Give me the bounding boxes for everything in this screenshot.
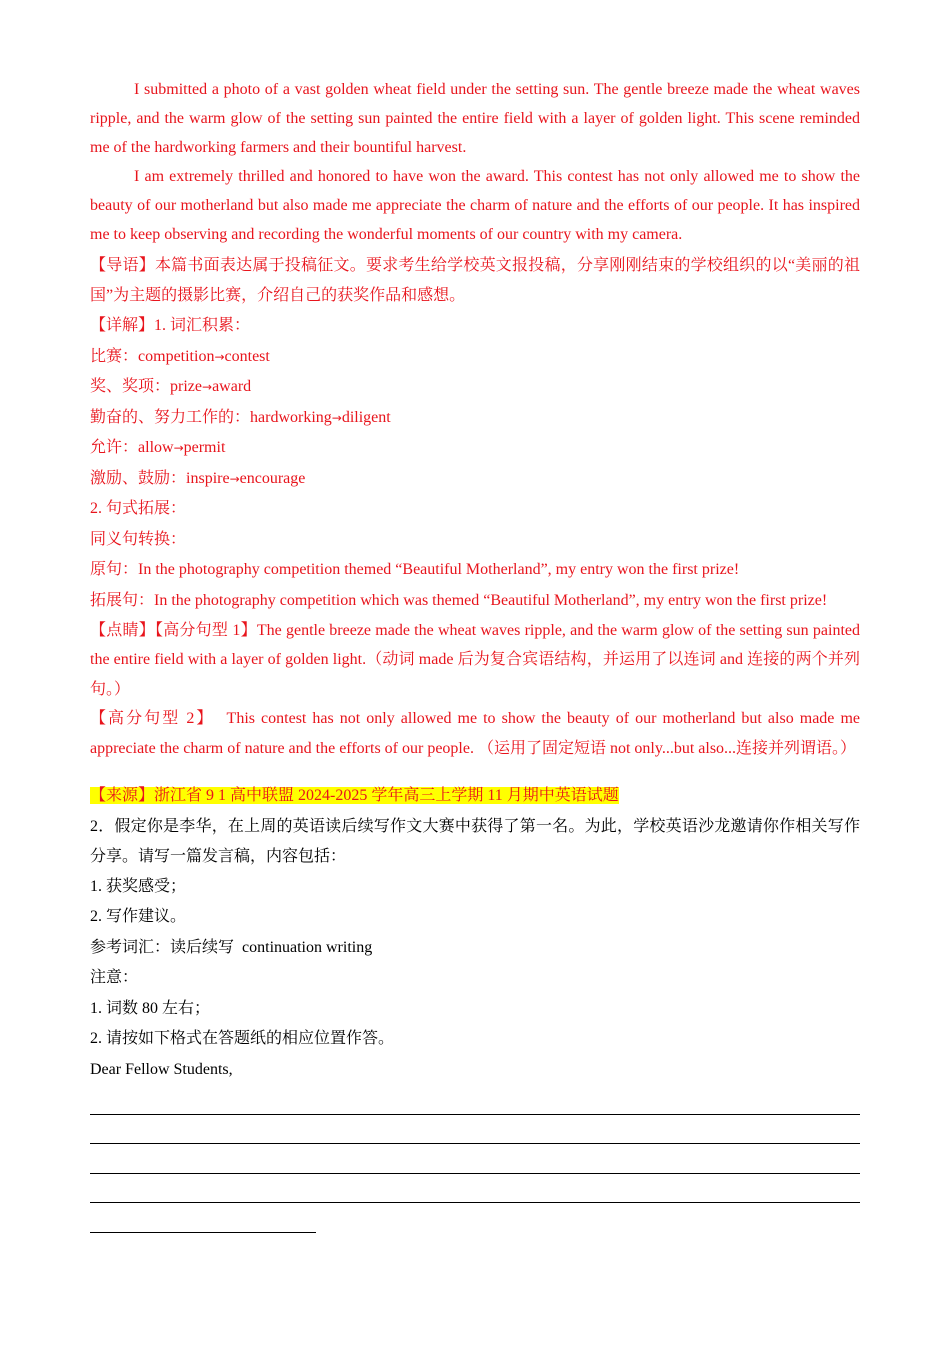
document-page — [90, 75, 860, 1233]
high-score-note-2: （运用了固定短语 not only...but also...连接并列谓语。） — [477, 739, 857, 757]
extended-text: In the photography competition which was themed “Beautiful Motherland”, my entry won the first prize! — [154, 591, 828, 609]
salutation: Dear Fellow Students, — [90, 1060, 233, 1078]
high-score-text-1: The gentle breeze made the wheat waves ripple, and the warm glow of the setting sun painted the entire field with a layer of golden light. — [90, 621, 860, 668]
section-gap — [90, 763, 860, 781]
extended-sentence — [90, 586, 860, 616]
original-text: In the photography competition themed “Beautiful Motherland”, my entry won the first prize! — [138, 561, 740, 578]
essay-paragraph-2: I am extremely thrilled and honored to have won the award. This contest has not only allowed me to show the beauty of our motherland but also made me appreciate the charm of nature and the efforts of our people. It has inspired me to keep observing and recording the wonderful moments of our country with my camera. — [90, 168, 860, 243]
question-intro: 2．假定你是李华，在上周的英语读后续写作文大赛中获得了第一名。为此，学校英语沙龙邀请你作相关写作分享。请写一篇发言稿，内容包括： — [90, 817, 860, 865]
answer-line — [90, 1144, 860, 1174]
guide-text: 本篇书面表达属于投稿征文。要求考生给学校英文报投稿，分享刚刚结束的学校组织的以“美丽的祖国”为主题的摄影比赛，介绍自己的获奖作品和感想。 — [90, 257, 860, 304]
source-text: 【来源】浙江省 9 1 高中联盟 2024-2025 学年高三上学期 11 月期中英语试题 — [90, 787, 619, 804]
vocab-title: 1. 词汇积累： — [154, 317, 251, 334]
guide-paragraph — [90, 251, 860, 311]
answer-line — [90, 1085, 860, 1115]
detail-heading — [90, 311, 860, 342]
note-1: 1. 词数 80 左右； — [90, 999, 211, 1017]
vocab-item: 比赛：competition→contest — [90, 347, 270, 365]
question-item-2: 2. 写作建议。 — [90, 908, 187, 925]
reference-value: continuation writing — [242, 938, 373, 956]
high-score-tag-2: 【高分句型 2】 — [90, 710, 215, 727]
answer-line — [90, 1174, 860, 1204]
guide-tag: 【导语】 — [90, 257, 155, 274]
arrow-icon: → — [229, 471, 240, 486]
note-title: 注意： — [90, 969, 139, 986]
high-score-text-2: This contest has not only allowed me to show the beauty of our motherland but also made me appreciate the charm of nature and the efforts of our people. — [90, 710, 860, 757]
question-item-1: 1. 获奖感受； — [90, 877, 187, 895]
highlight-sentence-2 — [90, 704, 860, 763]
synonym-title: 同义句转换： — [90, 530, 187, 548]
original-sentence — [90, 555, 860, 586]
vocab-item: 勤奋的、努力工作的：hardworking→diligent — [90, 408, 391, 426]
arrow-icon: → — [331, 410, 342, 425]
vocab-item: 奖、奖项：prize→award — [90, 378, 252, 395]
essay-paragraph-1: I submitted a photo of a vast golden wheat field under the setting sun. The gentle breeze made the wheat waves ripple, and the warm glow of the setting sun painted the entire field with a layer of golden light. This scene reminded me of the hardworking farmers and their bountiful harvest. — [90, 81, 860, 156]
reference-vocab — [90, 933, 860, 964]
original-label: 原句： — [90, 561, 139, 578]
sentence-title: 2. 句式拓展： — [90, 500, 187, 517]
vocab-item: 激励、鼓励：inspire→encourage — [90, 469, 306, 487]
answer-line — [90, 1115, 860, 1145]
highlight-sentence-1 — [90, 616, 860, 705]
high-score-tag-1: 【高分句型 1】 — [154, 621, 257, 639]
detail-tag: 【详解】 — [90, 317, 155, 334]
extended-label: 拓展句： — [90, 591, 155, 609]
arrow-icon: → — [173, 441, 184, 455]
arrow-icon: → — [214, 349, 225, 364]
arrow-icon: → — [202, 380, 213, 394]
reference-label: 参考词汇：读后续写 — [90, 938, 235, 956]
high-score-note-1: （动词 made 后为复合宾语结构，并运用了以连词 and 连接的两个并列句。） — [90, 651, 860, 698]
highlight-tag: 【点睛】 — [90, 621, 155, 639]
note-2: 2. 请按如下格式在答题纸的相应位置作答。 — [90, 1030, 395, 1047]
source-line — [90, 781, 860, 812]
answer-line — [90, 1203, 316, 1233]
vocab-item: 允许：allow→permit — [90, 439, 226, 456]
